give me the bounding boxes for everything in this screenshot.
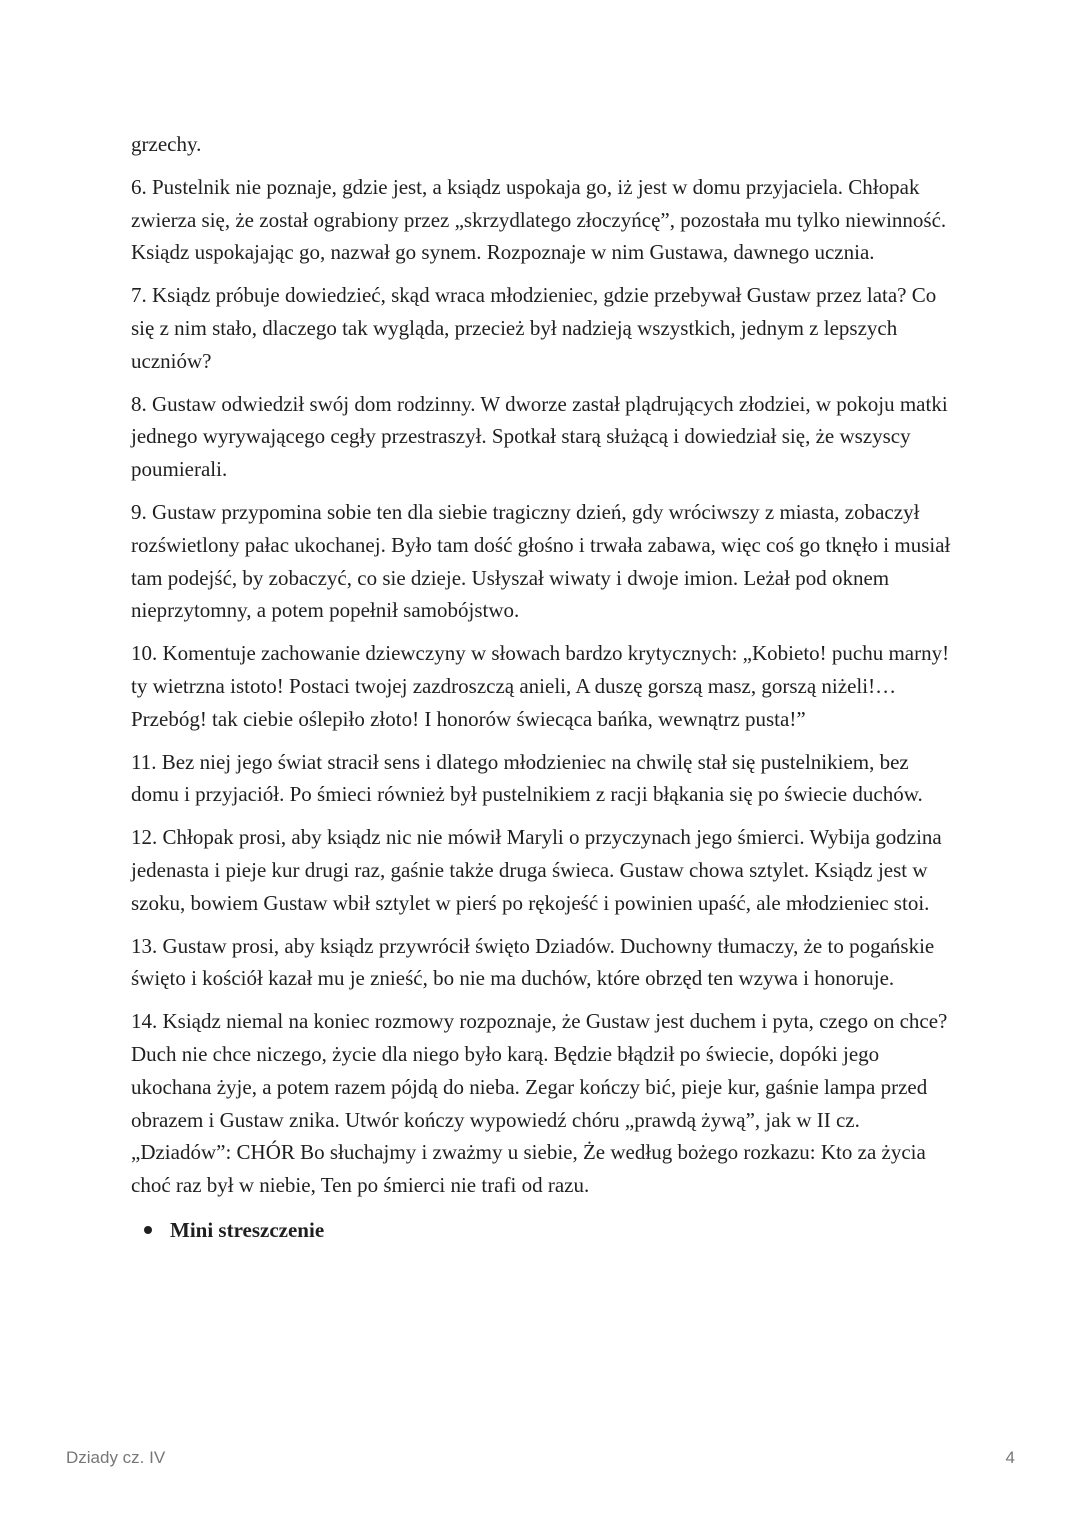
- bullet-dot-icon: [144, 1226, 152, 1234]
- bullet-list: [131, 1214, 961, 1246]
- paragraph-12: 12. Chłopak prosi, aby ksiądz nic nie mówił Maryli o przyczynach jego śmierci. Wybija godzina jedenasta i pieje kur drugi raz, gaśnie także druga świeca. Gustaw chowa sztylet. Ksiądz jest w szoku, bowiem Gustaw wbił sztylet w pierś po rękojeść i powinien upaść, ale młodzieniec stoi.: [131, 825, 942, 915]
- paragraph-8: 8. Gustaw odwiedził swój dom rodzinny. W dworze zastał plądrujących złodziei, w pokoju matki jednego wyrywającego cegły przestraszył. Spotkał starą służącą i dowiedział się, że wszyscy poumierali.: [131, 391, 948, 482]
- paragraph-14: 14. Ksiądz niemal na koniec rozmowy rozpoznaje, że Gustaw jest duchem i pyta, czego on chce? Duch nie chce niczego, życie dla niego było karą. Będzie błądził po świecie, dopóki jego ukochana żyje, a potem razem pójdą do nieba. Zegar kończy bić, pieje kur, gaśnie lampa przed obrazem i Gustaw znika. Utwór kończy wypowiedź chóru „prawdą żywą”, jak w II cz. „Dziadów”: CHÓR Bo słuchajmy i zważmy u siebie, Że według bożego rozkazu: Kto za życia choć raz był w niebie, Ten po śmierci nie trafi od razu.: [131, 1009, 948, 1198]
- paragraph-9: 9. Gustaw przypomina sobie ten dla siebie tragiczny dzień, gdy wróciwszy z miasta, zobaczył rozświetlony pałac ukochanej. Było tam dość głośno i trwała zabawa, więc coś go tknęło i musiał tam podejść, by zobaczyć, co sie dzieje. Usłyszał wiwaty i dwoje imion. Leżał pod oknem nieprzytomny, a potem popełnił samobójstwo.: [131, 499, 951, 623]
- bullet-label: Mini streszczenie: [170, 1217, 325, 1242]
- paragraph-10: 10. Komentuje zachowanie dziewczyny w słowach bardzo krytycznych: „Kobieto! puchu marny! ty wietrzna istoto! Postaci twojej zazdroszczą anieli, A duszę gorszą masz, gorszą niżeli!… Przebóg! tak ciebie oślepiło złoto! I honorów świecąca bańka, wewnątrz pusta!”: [131, 641, 950, 731]
- footer-page-number: 4: [1005, 1448, 1015, 1467]
- document-body: [131, 128, 961, 1246]
- paragraph-continuation: grzechy.: [131, 132, 202, 156]
- footer-document-title: Dziady cz. IV: [66, 1448, 166, 1467]
- paragraph-13: 13. Gustaw prosi, aby ksiądz przywrócił święto Dziadów. Duchowny tłumaczy, że to pogańskie święto i kościół kazał mu je znieść, bo nie ma duchów, które obrzęd ten wzywa i honoruje.: [131, 933, 935, 991]
- list-item: [131, 1214, 961, 1246]
- paragraph-7: 7. Ksiądz próbuje dowiedzieć, skąd wraca młodzieniec, gdzie przebywał Gustaw przez lata? Co się z nim stało, dlaczego tak wygląda, przecież był nadzieją wszystkich, jednym z lepszych uczniów?: [131, 283, 937, 373]
- paragraph-11: 11. Bez niej jego świat stracił sens i dlatego młodzieniec na chwilę stał się pustelnikiem, bez domu i przyjaciół. Po śmieci również był pustelnikiem z racji błąkania się po świecie duchów.: [131, 749, 923, 807]
- paragraph-6: 6. Pustelnik nie poznaje, gdzie jest, a ksiądz uspokaja go, iż jest w domu przyjaciela. Chłopak zwierza się, że został ograbiony przez „skrzydlatego złoczyńcę”, pozostała mu tylko niewinność. Ksiądz uspokajając go, nazwał go synem. Rozpoznaje w nim Gustawa, dawnego ucznia.: [131, 174, 947, 265]
